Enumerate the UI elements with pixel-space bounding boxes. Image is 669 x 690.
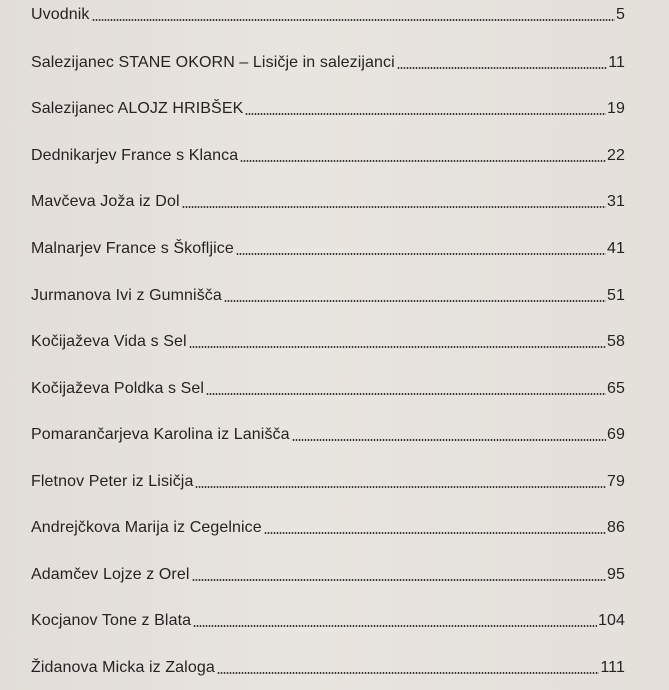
toc-entry-title: Fletnov Peter iz Lisičja [31,473,194,490]
dot-leader [195,486,606,488]
toc-entry-title: Kocjanov Tone z Blata [31,612,192,629]
dot-leader [193,625,597,627]
dot-leader [206,393,606,395]
toc-entry-page: 51 [607,287,625,304]
toc-entry-title: Mavčeva Joža iz Dol [31,193,180,210]
toc-entry [31,142,625,166]
toc-entry [31,95,625,119]
toc-entry [31,375,625,399]
toc-entry [31,514,625,538]
toc-entry-title: Židanova Micka iz Zaloga [31,659,215,676]
toc-entry-page: 65 [607,380,625,397]
toc-entry-page: 58 [607,333,625,350]
toc-entry-page: 86 [607,519,625,536]
toc-entry-title: Uvodnik [31,6,90,23]
toc-entry-page: 95 [607,566,625,583]
toc-entry [31,468,625,492]
toc-entry-page: 22 [607,147,625,164]
toc-entry-title: Kočijaževa Poldka s Sel [31,380,205,397]
toc-entry [31,235,625,259]
toc-entry [31,188,625,212]
toc-entry-page: 104 [598,612,625,629]
toc-entry [31,1,625,25]
toc-entry [31,49,625,73]
dot-leader [264,532,606,534]
toc-entry-title: Kočijaževa Vida s Sel [31,333,187,350]
dot-leader [182,206,606,208]
dot-leader [240,160,606,162]
toc-entry-title: Dednikarjev France s Klanca [31,147,239,164]
toc-entry-title: Salezijanec STANE OKORN – Lisičje in salezijanci [31,54,395,71]
dot-leader [245,113,606,115]
dot-leader [192,579,606,581]
toc-entry [31,607,625,631]
toc-entry-title: Salezijanec ALOJZ HRIBŠEK [31,100,244,117]
toc-entry-page: 5 [616,6,625,23]
toc-entry [31,328,625,352]
dot-leader [189,346,606,348]
toc-entry-page: 31 [607,193,625,210]
dot-leader [224,300,606,302]
dot-leader [92,19,615,21]
dot-leader [236,253,606,255]
toc-entry-title: Andrejčkova Marija iz Cegelnice [31,519,262,536]
toc-entry-title: Jurmanova Ivi z Gumnišča [31,287,222,304]
toc-entry-page: 41 [607,240,625,257]
toc-entry-title: Malnarjev France s Škofljice [31,240,234,257]
toc-entry [31,561,625,585]
toc-entry-page: 11 [608,54,625,71]
toc-entry [31,654,625,678]
toc-entry-title: Pomarančarjeva Karolina iz Lanišča [31,426,290,443]
dot-leader [217,672,600,674]
toc-entry-title: Adamčev Lojze z Orel [31,566,190,583]
toc-entry-page: 69 [607,426,625,443]
dot-leader [292,439,606,441]
toc-entry [31,282,625,306]
toc-entry-page: 19 [607,100,625,117]
dot-leader [397,67,607,69]
toc-entry-page: 111 [600,659,625,676]
toc-entry [31,421,625,445]
toc-entry-page: 79 [607,473,625,490]
